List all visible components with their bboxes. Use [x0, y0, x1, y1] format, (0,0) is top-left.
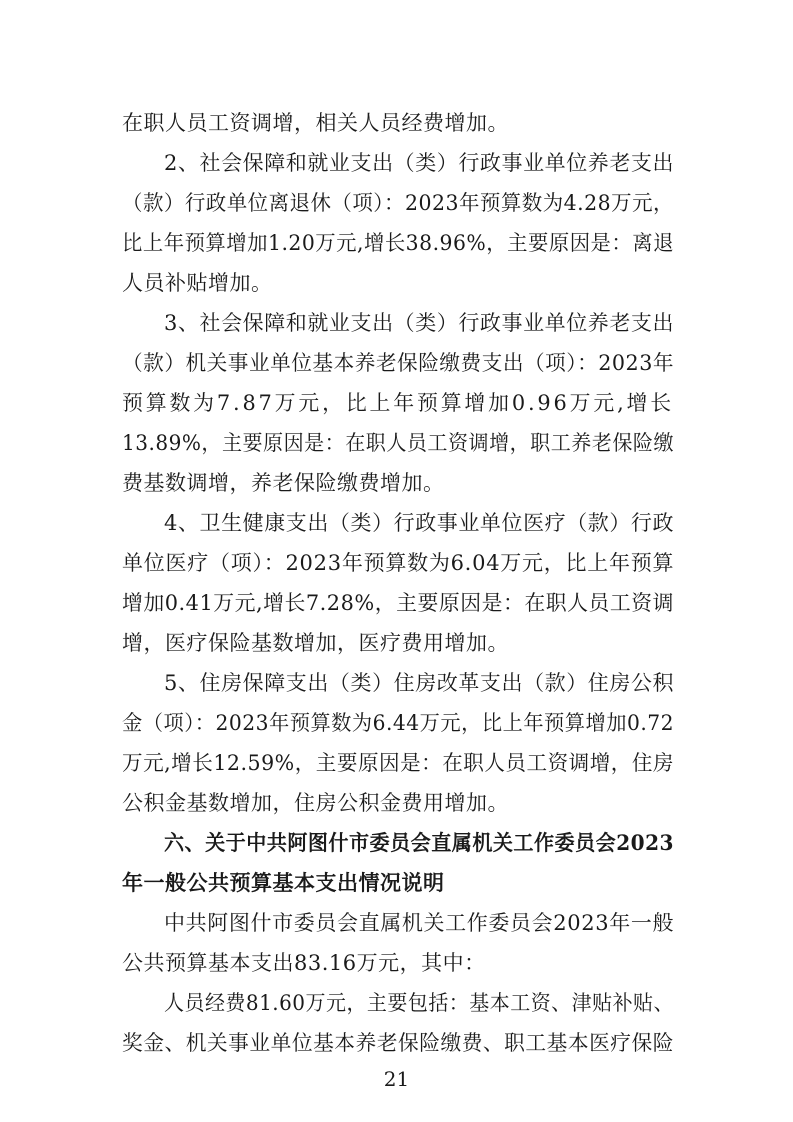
paragraph-line: 万元,增长12.59%，主要原因是：在职人员工资调增，住房	[122, 751, 674, 775]
paragraph-line: 奖金、机关事业单位基本养老保险缴费、职工基本医疗保险	[122, 1031, 674, 1055]
paragraph-line: 比上年预算增加1.20万元,增长38.96%，主要原因是：离退	[122, 231, 674, 255]
paragraph-line: 公积金基数增加，住房公积金费用增加。	[122, 791, 509, 815]
section-heading: 年一般公共预算基本支出情况说明	[122, 870, 445, 895]
paragraph-line: 单位医疗（项）：2023年预算数为6.04万元，比上年预算	[122, 551, 675, 575]
paragraph-line: 在职人员工资调增，相关人员经费增加。	[122, 111, 509, 135]
paragraph-line: 中共阿图什市委员会直属机关工作委员会2023年一般	[164, 911, 675, 935]
paragraph-line: 公共预算基本支出83.16万元，其中：	[122, 951, 486, 975]
paragraph-line: 金（项）：2023年预算数为6.44万元，比上年预算增加0.72	[122, 711, 674, 735]
paragraph-line: 人员经费81.60万元，主要包括：基本工资、津贴补贴、	[164, 991, 674, 1015]
paragraph-line: 增加0.41万元,增长7.28%，主要原因是：在职人员工资调	[122, 591, 674, 615]
paragraph-line: 5、住房保障支出（类）住房改革支出（款）住房公积	[164, 671, 675, 695]
paragraph-line: （款）行政单位离退休（项）：2023年预算数为4.28万元，	[122, 191, 674, 215]
paragraph-line: 2、社会保障和就业支出（类）行政事业单位养老支出	[164, 151, 675, 175]
paragraph-line: 预算数为7.87万元，比上年预算增加0.96万元,增长	[122, 391, 674, 415]
paragraph-line: 13.89%，主要原因是：在职人员工资调增，职工养老保险缴	[122, 431, 674, 455]
paragraph-line: 增，医疗保险基数增加，医疗费用增加。	[122, 631, 509, 655]
paragraph-line: 3、社会保障和就业支出（类）行政事业单位养老支出	[164, 311, 675, 335]
paragraph-line: 费基数调增，养老保险缴费增加。	[122, 471, 445, 495]
section-heading: 六、关于中共阿图什市委员会直属机关工作委员会2023	[164, 830, 674, 855]
paragraph-line: （款）机关事业单位基本养老保险缴费支出（项）：2023年	[122, 351, 674, 375]
paragraph-line: 4、卫生健康支出（类）行政事业单位医疗（款）行政	[164, 511, 675, 535]
paragraph-line: 人员补贴增加。	[122, 271, 273, 295]
page-number: 21	[383, 1067, 410, 1091]
